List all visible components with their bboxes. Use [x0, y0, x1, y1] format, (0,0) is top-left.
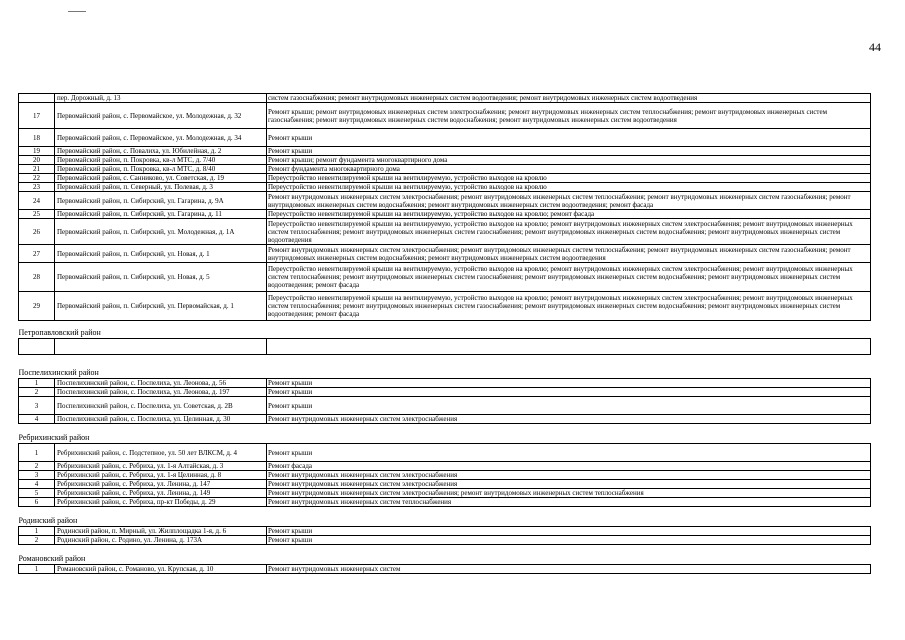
- work-type-cell: Ремонт внутридомовых инженерных систем электроснабжения: [267, 415, 871, 424]
- table-row: [19, 94, 871, 103]
- address-cell: Первомайский район, п. Сибирский, ул. Новая, д. 5: [55, 263, 267, 292]
- address-cell: Первомайский район, с. Первомайское, ул. Молодежная, д. 32: [55, 103, 267, 129]
- table-row: [19, 480, 871, 489]
- work-type-cell: Ремонт крыши: [267, 388, 871, 397]
- table-row: [19, 219, 871, 245]
- table-row: [19, 444, 871, 462]
- section-romanovsky: [19, 545, 871, 565]
- address-cell: Первомайский район, п. Сибирский, ул. Молодежная, д. 1А: [55, 219, 267, 245]
- row-number: 28: [19, 263, 55, 292]
- table-row: [19, 192, 871, 210]
- work-type-cell: Переустройство невентилируемой крыши на вентилируемую, устройство выходов на кровлю; ремонт внутридомовых инженерных систем электроснабжения; ремонт внутридомовых инженерных систем теплоснабжения; ремонт внутридомовых инженерных систем газоснабжения; ремонт внутридомовых инженерных систем водоснабжения; ремонт внутридомовых инженерных систем водоотведения; ремонт фасада: [267, 263, 871, 292]
- row-number: 19: [19, 147, 55, 156]
- work-type-cell: Переустройство невентилируемой крыши на вентилируемую, устройство выходов на кровлю: [267, 174, 871, 183]
- table-row: [19, 292, 871, 321]
- work-type-cell: Ремонт внутридомовых инженерных систем электроснабжения: [267, 471, 871, 480]
- table-row: [19, 379, 871, 388]
- row-number: 24: [19, 192, 55, 210]
- section-title: Поспелихинский район: [18, 368, 99, 377]
- row-number: 17: [19, 103, 55, 129]
- row-number: [19, 94, 55, 103]
- row-number: 4: [19, 480, 55, 489]
- block-pospelikhinsky: [19, 379, 871, 424]
- address-cell: Первомайский район, п. Покровка, кв-л МТС, д. 7/40: [55, 156, 267, 165]
- address-cell: Поспелихинский район, с. Поспелиха, ул. Советская, д. 2В: [55, 397, 267, 415]
- address-cell: Первомайский район, п. Сибирский, ул. Первомайская, д. 1: [55, 292, 267, 321]
- work-type-cell: Ремонт внутридомовых инженерных систем электроснабжения: [267, 480, 871, 489]
- row-number: 3: [19, 471, 55, 480]
- work-type-cell: Ремонт крыши; ремонт внутридомовых инженерных систем электроснабжения; ремонт внутридомовых инженерных систем теплоснабжения; ремонт внутридомовых инженерных систем газоснабжения; ремонт внутридомовых инженерных систем водоснабжения; ремонт внутридомовых инженерных систем водоотведения: [267, 103, 871, 129]
- row-number: 1: [19, 379, 55, 388]
- block-romanovsky: [19, 565, 871, 574]
- work-type-cell: Переустройство невентилируемой крыши на вентилируемую, устройство выходов на кровлю; ремонт внутридомовых инженерных систем электроснабжения; ремонт внутридомовых инженерных систем теплоснабжения; ремонт внутридомовых инженерных систем газоснабжения; ремонт внутридомовых инженерных систем водоснабжения; ремонт внутридомовых инженерных систем водоотведения: [267, 219, 871, 245]
- table-row: [19, 263, 871, 292]
- address-cell: Первомайский район, п. Сибирский, ул. Новая, д. 1: [55, 245, 267, 263]
- table-row: [19, 565, 871, 574]
- work-type-cell: Переустройство невентилируемой крыши на вентилируемую, устройство выходов на кровлю; ремонт фасада: [267, 210, 871, 219]
- row-number: 29: [19, 292, 55, 321]
- address-cell: Родинский район, с. Родино, ул. Ленина, д. 173А: [55, 536, 267, 545]
- work-type-cell: Ремонт внутридомовых инженерных систем электроснабжения; ремонт внутридомовых инженерных систем теплоснабжения: [267, 489, 871, 498]
- table-row: [19, 415, 871, 424]
- row-number: 25: [19, 210, 55, 219]
- section-title: Петропавловский район: [18, 328, 101, 337]
- section-rebrikhinsky: [19, 424, 871, 444]
- table-row: [19, 462, 871, 471]
- work-type-cell: систем газоснабжения; ремонт внутридомовых инженерных систем водоотведения; ремонт внутридомовых инженерных систем водоотведения: [267, 94, 871, 103]
- table-row: [19, 527, 871, 536]
- table-row: [19, 245, 871, 263]
- row-number: 5: [19, 489, 55, 498]
- work-type-cell: Ремонт крыши: [267, 379, 871, 388]
- work-type-cell: Переустройство невентилируемой крыши на вентилируемую, устройство выходов на кровлю; ремонт внутридомовых инженерных систем электроснабжения; ремонт внутридомовых инженерных систем теплоснабжения; ремонт внутридомовых инженерных систем газоснабжения; ремонт внутридомовых инженерных систем водоснабжения; ремонт внутридомовых инженерных систем водоотведения; ремонт фасада: [267, 292, 871, 321]
- address-cell: Первомайский район, п. Сибирский, ул. Гагарина, д. 11: [55, 210, 267, 219]
- page-number: 44: [869, 40, 881, 54]
- row-number: 23: [19, 183, 55, 192]
- table-row: [19, 536, 871, 545]
- address-cell: Ребрихинский район, с. Ребриха, ул. 1-я Алтайская, д. 3: [55, 462, 267, 471]
- table-row: [19, 210, 871, 219]
- work-type-cell: Ремонт внутридомовых инженерных систем: [267, 565, 871, 574]
- work-type-cell: Ремонт крыши: [267, 397, 871, 415]
- block-pervomaisky: [19, 94, 871, 321]
- blank-cell: [19, 339, 55, 355]
- work-type-cell: Ремонт крыши: [267, 536, 871, 545]
- work-type-cell: Ремонт внутридомовых инженерных систем электроснабжения; ремонт внутридомовых инженерных систем теплоснабжения; ремонт внутридомовых инженерных систем газоснабжения; ремонт внутридомовых инженерных систем водоснабжения; ремонт внутридомовых инженерных систем водоотведения: [267, 245, 871, 263]
- address-cell: Поспелихинский район, с. Поспелиха, ул. Целинная, д. 30: [55, 415, 267, 424]
- address-cell: Ребрихинский район, с. Подстепное, ул. 50 лет ВЛКСМ, д. 4: [55, 444, 267, 462]
- address-cell: Поспелихинский район, с. Поспелиха, ул. Леонова, д. 197: [55, 388, 267, 397]
- address-cell: Родинский район, п. Мирный, ул. Жилплощадка 1-я, д. 6: [55, 527, 267, 536]
- section-title: Романовский район: [18, 554, 86, 563]
- blank-cell: [55, 339, 267, 355]
- blank-cell: [267, 339, 871, 355]
- work-type-cell: Ремонт фундамента многоквартирного дома: [267, 165, 871, 174]
- work-type-cell: Ремонт внутридомовых инженерных систем электроснабжения; ремонт внутридомовых инженерных систем теплоснабжения; ремонт внутридомовых инженерных систем газоснабжения; ремонт внутридомовых инженерных систем водоснабжения; ремонт внутридомовых инженерных систем водоотведения; ремонт фасада: [267, 192, 871, 210]
- row-number: 18: [19, 129, 55, 147]
- work-type-cell: Ремонт крыши: [267, 527, 871, 536]
- row-number: 6: [19, 498, 55, 507]
- row-number: 26: [19, 219, 55, 245]
- work-type-cell: Переустройство невентилируемой крыши на вентилируемую, устройство выходов на кровлю: [267, 183, 871, 192]
- block-rodinsky: [19, 527, 871, 545]
- address-cell: пер. Дорожный, д. 13: [55, 94, 267, 103]
- table-row: [19, 489, 871, 498]
- table-row: [19, 183, 871, 192]
- table-row: [19, 103, 871, 129]
- row-number: 4: [19, 415, 55, 424]
- address-cell: Романовский район, с. Романово, ул. Крупская, д. 10: [55, 565, 267, 574]
- address-cell: Первомайский район, с. Первомайское, ул. Молодежная, д. 34: [55, 129, 267, 147]
- row-number: 3: [19, 397, 55, 415]
- scan-mark: [68, 11, 86, 12]
- address-cell: Ребрихинский район, с. Ребриха, ул. Ленина, д. 149: [55, 489, 267, 498]
- row-number: 27: [19, 245, 55, 263]
- address-cell: Ребрихинский район, с. Ребриха, пр-кт Победы, д. 29: [55, 498, 267, 507]
- work-type-cell: Ремонт фасада: [267, 462, 871, 471]
- table-row: [19, 397, 871, 415]
- table-row: [19, 388, 871, 397]
- address-cell: Поспелихинский район, с. Поспелиха, ул. Леонова, д. 56: [55, 379, 267, 388]
- work-type-cell: Ремонт внутридомовых инженерных систем теплоснабжения: [267, 498, 871, 507]
- section-title: Родинский район: [18, 516, 78, 525]
- row-number: 22: [19, 174, 55, 183]
- address-cell: Ребрихинский район, с. Ребриха, ул. 1-я Целинная, д. 8: [55, 471, 267, 480]
- row-number: 21: [19, 165, 55, 174]
- table-row: [19, 174, 871, 183]
- work-type-cell: Ремонт крыши: [267, 444, 871, 462]
- address-cell: Первомайский район, п. Сибирский, ул. Гагарина, д. 9А: [55, 192, 267, 210]
- section-rodinsky: [19, 507, 871, 527]
- address-cell: Первомайский район, с. Санниково, ул. Советская, д. 19: [55, 174, 267, 183]
- section-pospelikhinsky: [19, 355, 871, 379]
- row-number: 1: [19, 565, 55, 574]
- table-row: [19, 498, 871, 507]
- address-cell: Первомайский район, п. Северный, ул. Полевая, д. 3: [55, 183, 267, 192]
- address-cell: Первомайский район, с. Повалиха, ул. Юбилейная, д. 2: [55, 147, 267, 156]
- work-type-cell: Ремонт крыши: [267, 129, 871, 147]
- work-type-cell: Ремонт крыши: [267, 147, 871, 156]
- address-cell: Ребрихинский район, с. Ребриха, ул. Ленина, д. 147: [55, 480, 267, 489]
- table-row: [19, 471, 871, 480]
- section-petropavlovsky: [19, 321, 871, 355]
- table-row: [19, 165, 871, 174]
- row-number: 2: [19, 536, 55, 545]
- row-number: 2: [19, 462, 55, 471]
- table-row: [19, 156, 871, 165]
- table-row: [19, 129, 871, 147]
- row-number: 2: [19, 388, 55, 397]
- table-row: [19, 147, 871, 156]
- row-number: 20: [19, 156, 55, 165]
- section-title: Ребрихинский район: [18, 433, 90, 442]
- block-rebrikhinsky: [19, 444, 871, 507]
- row-number: 1: [19, 527, 55, 536]
- work-type-cell: Ремонт крыши; ремонт фундамента многоквартирного дома: [267, 156, 871, 165]
- repair-program-table: [18, 93, 870, 574]
- address-cell: Первомайский район, п. Покровка, кв-л МТС, д. 8/40: [55, 165, 267, 174]
- row-number: 1: [19, 444, 55, 462]
